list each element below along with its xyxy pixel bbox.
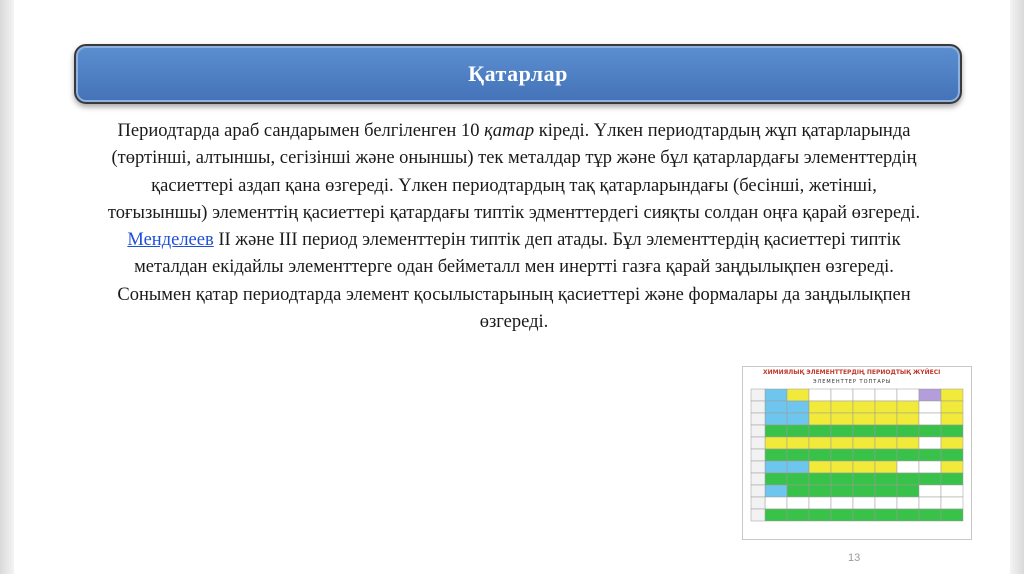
- periodic-table-cell: [765, 509, 787, 521]
- periodic-table-cell: [853, 437, 875, 449]
- periodic-table-cell: [809, 461, 831, 473]
- paragraph1-italic-term: қатар: [484, 121, 535, 141]
- periodic-table-cell: [787, 497, 809, 509]
- periodic-table-cell: [897, 509, 919, 521]
- periodic-table-row-label-cell: [751, 485, 765, 497]
- periodic-table-cell: [787, 437, 809, 449]
- periodic-table-row-label-cell: [751, 401, 765, 413]
- periodic-table-cell: [831, 509, 853, 521]
- periodic-table-cell: [787, 425, 809, 437]
- periodic-table-cell: [919, 425, 941, 437]
- periodic-table-cell: [831, 425, 853, 437]
- periodic-table-cell: [853, 449, 875, 461]
- periodic-table-cell: [941, 401, 963, 413]
- periodic-table-cell: [853, 461, 875, 473]
- periodic-table-cell: [941, 425, 963, 437]
- periodic-table-cell: [831, 401, 853, 413]
- right-frame-border: [1010, 0, 1024, 574]
- periodic-table-cell: [941, 497, 963, 509]
- paragraph2-text: II және III период элементтерін типтік деп атады. Бұл элементтердің қасиеттері типтік металдан екідайлы элементтерге одан бейметалл мен инертті газға қарай заңдылықпен өзгереді. Сонымен қатар периодтарда элемент қосылыстарының қасиеттері және формалары да заңдылықпен өзгереді.: [117, 230, 911, 333]
- periodic-table-cell: [853, 473, 875, 485]
- periodic-table-cell: [765, 413, 787, 425]
- periodic-table-cell: [831, 437, 853, 449]
- periodic-table-cell: [765, 401, 787, 413]
- periodic-table-cell: [897, 389, 919, 401]
- periodic-table-cell: [809, 485, 831, 497]
- periodic-table-cell: [875, 485, 897, 497]
- periodic-table-cell: [919, 461, 941, 473]
- periodic-table-cell: [875, 473, 897, 485]
- periodic-table-cell: [941, 413, 963, 425]
- periodic-table-cell: [897, 401, 919, 413]
- periodic-table-cell: [787, 485, 809, 497]
- periodic-table-cell: [875, 437, 897, 449]
- periodic-table-cell: [875, 497, 897, 509]
- periodic-table-cell: [875, 449, 897, 461]
- periodic-table-cell: [919, 509, 941, 521]
- periodic-table-cell: [919, 389, 941, 401]
- periodic-table-cell: [809, 509, 831, 521]
- periodic-table-cell: [875, 509, 897, 521]
- periodic-table-cell: [765, 389, 787, 401]
- periodic-table-row-label-cell: [751, 449, 765, 461]
- periodic-table-cell: [941, 437, 963, 449]
- periodic-table-cell: [875, 389, 897, 401]
- periodic-table-cell: [765, 497, 787, 509]
- periodic-table-cell: [809, 389, 831, 401]
- periodic-table-row-label-cell: [751, 461, 765, 473]
- periodic-table-row-label-cell: [751, 437, 765, 449]
- periodic-table-cell: [941, 473, 963, 485]
- periodic-table-cell: [853, 497, 875, 509]
- periodic-table-cell: [787, 401, 809, 413]
- periodic-table-cell: [875, 425, 897, 437]
- periodic-table-cell: [831, 449, 853, 461]
- periodic-table-cell: [941, 449, 963, 461]
- periodic-table-cell: [809, 449, 831, 461]
- periodic-table-cell: [831, 389, 853, 401]
- periodic-table-groups-caption: ЭЛЕМЕНТТЕР ТОПТАРЫ: [813, 379, 892, 385]
- periodic-table-image: [742, 366, 972, 540]
- periodic-table-cell: [787, 461, 809, 473]
- periodic-table-row-label-cell: [751, 509, 765, 521]
- periodic-table-cell: [897, 413, 919, 425]
- periodic-table-cell: [809, 437, 831, 449]
- periodic-table-cell: [897, 473, 919, 485]
- periodic-table-cell: [787, 449, 809, 461]
- periodic-table-cell: [853, 485, 875, 497]
- periodic-table-row-label-cell: [751, 473, 765, 485]
- periodic-table-grid: [743, 367, 971, 539]
- periodic-table-cell: [787, 413, 809, 425]
- periodic-table-cell: [853, 413, 875, 425]
- periodic-table-cell: [853, 401, 875, 413]
- periodic-table-cell: [941, 461, 963, 473]
- periodic-table-row-label-cell: [751, 425, 765, 437]
- periodic-table-cell: [787, 473, 809, 485]
- periodic-table-cell: [919, 497, 941, 509]
- periodic-table-cell: [941, 509, 963, 521]
- periodic-table-cell: [809, 401, 831, 413]
- periodic-table-cell: [897, 497, 919, 509]
- periodic-table-cell: [897, 425, 919, 437]
- paragraph-mendeleev: [104, 227, 924, 336]
- periodic-table-cell: [875, 413, 897, 425]
- periodic-table-cell: [853, 509, 875, 521]
- periodic-table-cell: [831, 485, 853, 497]
- periodic-table-cell: [765, 461, 787, 473]
- periodic-table-cell: [897, 485, 919, 497]
- periodic-table-cell: [809, 497, 831, 509]
- periodic-table-cell: [831, 413, 853, 425]
- slide-title: Қатарлар: [468, 61, 568, 86]
- periodic-table-cell: [831, 497, 853, 509]
- periodic-table-cell: [853, 425, 875, 437]
- periodic-table-cell: [919, 473, 941, 485]
- periodic-table-cell: [765, 449, 787, 461]
- periodic-table-row-label-cell: [751, 497, 765, 509]
- periodic-table-cell: [941, 485, 963, 497]
- periodic-table-row-label-cell: [751, 389, 765, 401]
- periodic-table-row-label-cell: [751, 413, 765, 425]
- periodic-table-cell: [875, 461, 897, 473]
- paragraph1-text-end: кіреді. Үлкен периодтардың жұп қатарларында (төртінші, алтыншы, сегізінші және оныншы) тек металдар тұр және бұл қатарлардағы элементтердің қасиеттері аздап қана өзгереді. Үлкен периодтардың тақ қатарларындағы (бесінші, жетінші, тоғызыншы) элементтің қасиеттері қатардағы типтік эдменттердегі сияқты солдан оңға қарай өзгереді.: [107, 121, 921, 223]
- periodic-table-cell: [897, 461, 919, 473]
- periodic-table-cell: [919, 449, 941, 461]
- periodic-table-cell: [765, 437, 787, 449]
- periodic-table-cell: [831, 473, 853, 485]
- periodic-table-cell: [919, 413, 941, 425]
- periodic-table-cell: [809, 425, 831, 437]
- left-frame-border: [0, 0, 14, 574]
- periodic-table-cell: [787, 389, 809, 401]
- periodic-table-cell: [765, 473, 787, 485]
- periodic-table-cell: [831, 461, 853, 473]
- periodic-table-cell: [897, 437, 919, 449]
- periodic-table-title: ХИМИЯЛЫҚ ЭЛЕМЕНТТЕРДІҢ ПЕРИОДТЫҚ ЖҮЙЕСІ: [763, 369, 941, 376]
- periodic-table-cell: [941, 389, 963, 401]
- paragraph-rows-description: [104, 118, 924, 227]
- periodic-table-cell: [875, 401, 897, 413]
- periodic-table-cell: [853, 389, 875, 401]
- periodic-table-cell: [809, 413, 831, 425]
- paragraph1-text-start: Периодтарда араб сандарымен белгіленген 10: [117, 121, 485, 141]
- periodic-table-cell: [765, 425, 787, 437]
- periodic-table-cell: [919, 485, 941, 497]
- slide-title-banner: [74, 44, 962, 104]
- periodic-table-cell: [765, 485, 787, 497]
- periodic-table-cell: [897, 449, 919, 461]
- periodic-table-cell: [787, 509, 809, 521]
- mendeleev-link[interactable]: Менделеев: [127, 230, 214, 251]
- periodic-table-cell: [919, 437, 941, 449]
- periodic-table-cell: [919, 401, 941, 413]
- page-number: 13: [848, 552, 861, 564]
- slide-body-text: [104, 118, 924, 336]
- periodic-table-cell: [809, 473, 831, 485]
